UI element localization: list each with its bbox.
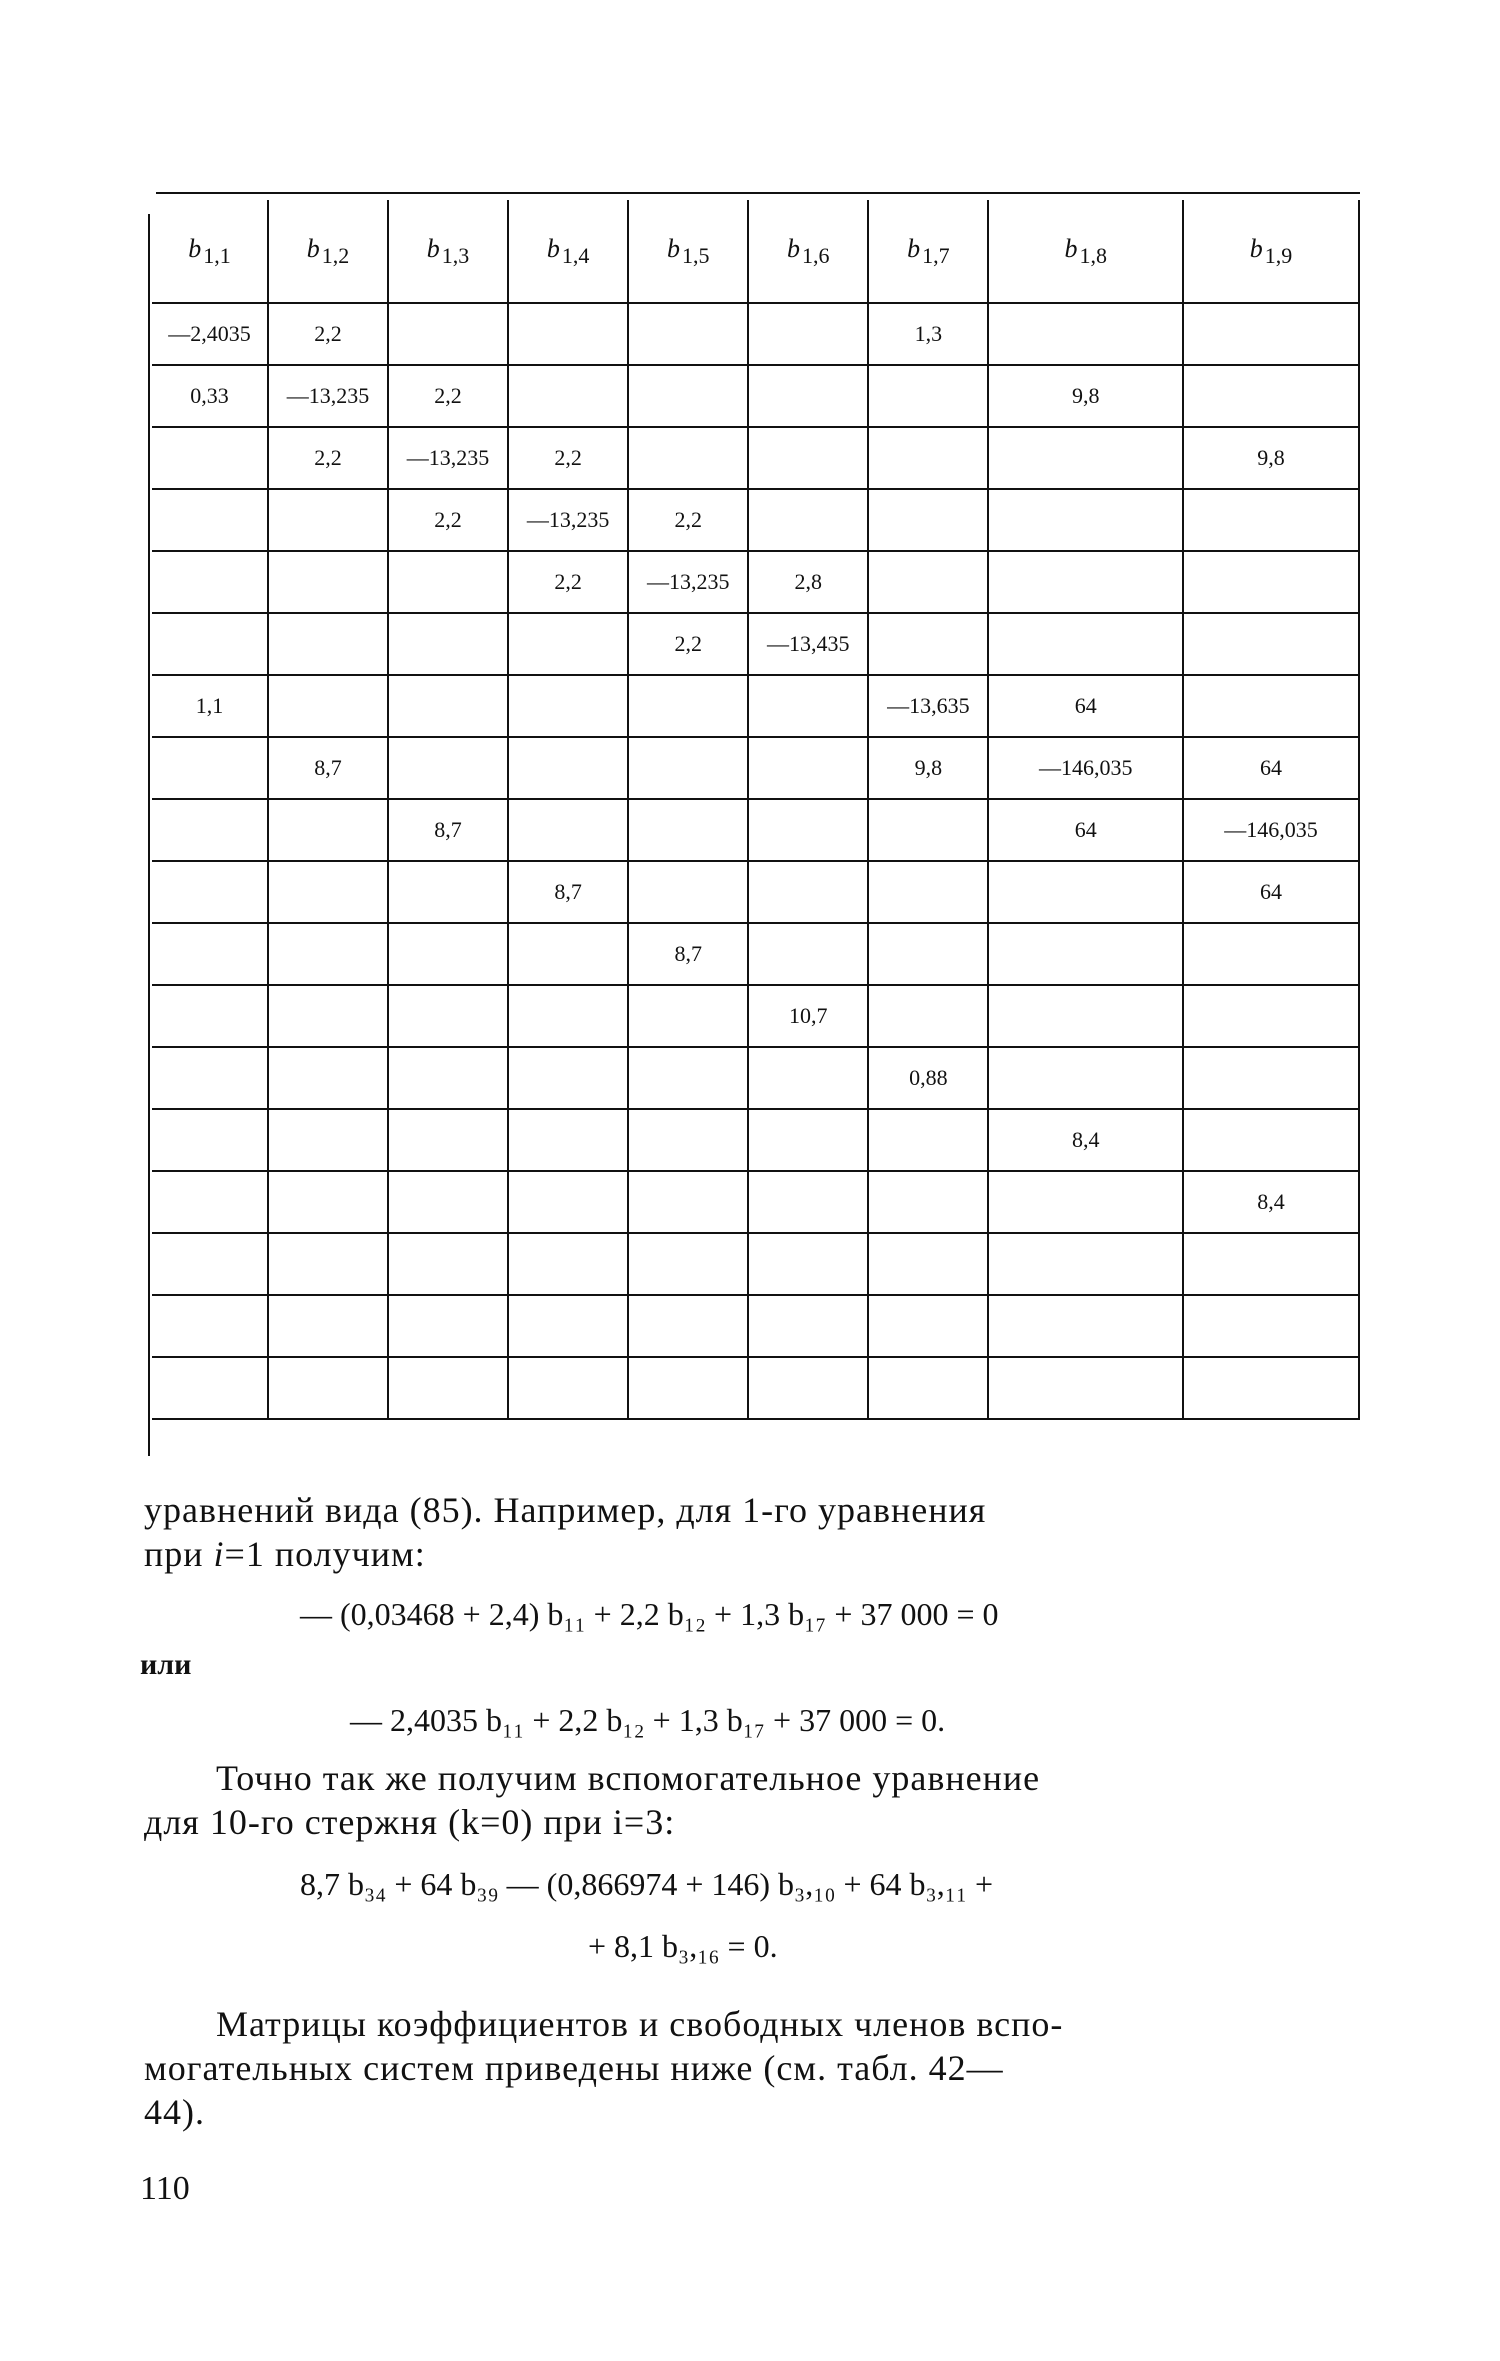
header-subscript: 1,2	[321, 242, 350, 268]
table-cell	[388, 1233, 508, 1295]
table-cell	[508, 1233, 628, 1295]
table-cell	[988, 1047, 1183, 1109]
table-cell	[868, 861, 988, 923]
table-row	[152, 923, 1359, 985]
table-cell	[988, 923, 1183, 985]
table-cell	[508, 1295, 628, 1357]
table-cell	[388, 1357, 508, 1419]
table-cell: 9,8	[988, 365, 1183, 427]
header-variable: b	[188, 233, 202, 263]
table-cell	[868, 365, 988, 427]
table-row	[152, 1295, 1359, 1357]
table-cell	[508, 1171, 628, 1233]
header-subscript: 1,9	[1264, 242, 1293, 268]
table-cell: 8,7	[508, 861, 628, 923]
table-cell: 64	[988, 675, 1183, 737]
table-cell	[628, 799, 748, 861]
table-cell	[1183, 1233, 1359, 1295]
table-cell	[268, 613, 388, 675]
table-cell	[152, 1295, 268, 1357]
table-cell: 2,8	[748, 551, 868, 613]
table-cell: 9,8	[868, 737, 988, 799]
table-cell	[988, 1233, 1183, 1295]
table-cell: 1,3	[868, 303, 988, 365]
table-cell: —13,235	[628, 551, 748, 613]
table-row	[152, 799, 1359, 861]
table-cell: 8,7	[628, 923, 748, 985]
table-cell	[268, 1109, 388, 1171]
table-cell: 2,2	[508, 427, 628, 489]
table-cell	[152, 427, 268, 489]
header-subscript: 1,5	[681, 242, 710, 268]
table-row	[152, 365, 1359, 427]
table-cell	[988, 861, 1183, 923]
table-cell	[748, 303, 868, 365]
text-line: 44).	[144, 2092, 205, 2132]
table-cell	[748, 489, 868, 551]
table-cell	[152, 923, 268, 985]
table-cell	[628, 365, 748, 427]
table-row	[152, 613, 1359, 675]
coefficient-grid	[152, 200, 1360, 1420]
table-cell	[268, 1233, 388, 1295]
table-cell	[1183, 365, 1359, 427]
table-cell: —146,035	[988, 737, 1183, 799]
table-row	[152, 551, 1359, 613]
table-cell	[388, 1047, 508, 1109]
table-cell	[988, 613, 1183, 675]
table-row	[152, 1233, 1359, 1295]
table-left-rule	[148, 214, 150, 1456]
table-cell: 2,2	[268, 303, 388, 365]
table-cell: 2,2	[508, 551, 628, 613]
table-cell	[508, 737, 628, 799]
equation-1: — (0,03468 + 2,4) b₁₁ + 2,2 b₁₂ + 1,3 b₁₇ + 37 000 = 0	[300, 1596, 999, 1632]
table-row	[152, 1047, 1359, 1109]
table-cell	[268, 1357, 388, 1419]
header-variable: b	[787, 233, 801, 263]
table-cell: 64	[1183, 861, 1359, 923]
table-body	[152, 303, 1359, 1419]
table-cell	[988, 489, 1183, 551]
table-cell: —13,235	[268, 365, 388, 427]
table-cell	[508, 365, 628, 427]
table-cell	[628, 985, 748, 1047]
table-cell	[388, 1109, 508, 1171]
table-cell: 2,2	[628, 489, 748, 551]
paragraph-intro	[144, 1488, 1314, 1576]
table-cell: 8,4	[1183, 1171, 1359, 1233]
text-line: Точно так же получим вспомогательное уравнение	[216, 1758, 1041, 1798]
table-cell: 2,2	[268, 427, 388, 489]
table-cell: —146,035	[1183, 799, 1359, 861]
column-header	[1183, 200, 1359, 303]
table-cell	[508, 1357, 628, 1419]
table-cell	[1183, 551, 1359, 613]
table-cell: —13,435	[748, 613, 868, 675]
table-cell	[268, 799, 388, 861]
table-cell	[628, 1171, 748, 1233]
word-or: или	[140, 1648, 192, 1681]
table-cell	[1183, 1295, 1359, 1357]
column-header	[748, 200, 868, 303]
table-cell	[152, 985, 268, 1047]
table-cell	[508, 303, 628, 365]
table-cell	[152, 799, 268, 861]
text-line: уравнений вида (85). Например, для 1-го уравнения	[144, 1490, 987, 1530]
header-subscript: 1,6	[802, 242, 830, 268]
table-cell	[868, 613, 988, 675]
table-top-rule	[156, 192, 1360, 194]
table-row	[152, 303, 1359, 365]
text-line: Матрицы коэффициентов и свободных членов вспо-	[216, 2004, 1064, 2044]
table-cell	[152, 1357, 268, 1419]
text-line: для 10-го стержня (k=0) при i=3:	[144, 1802, 676, 1842]
table-cell	[628, 427, 748, 489]
table-cell	[628, 303, 748, 365]
table-cell	[988, 1171, 1183, 1233]
table-cell	[868, 923, 988, 985]
table-cell	[388, 985, 508, 1047]
table-cell	[1183, 985, 1359, 1047]
column-header	[152, 200, 268, 303]
table-cell	[152, 737, 268, 799]
table-cell: 10,7	[748, 985, 868, 1047]
table-cell	[628, 737, 748, 799]
table-cell	[388, 675, 508, 737]
table-row	[152, 489, 1359, 551]
column-header	[388, 200, 508, 303]
table-cell	[628, 861, 748, 923]
table-cell	[152, 1109, 268, 1171]
table-cell	[988, 427, 1183, 489]
header-subscript: 1,8	[1079, 242, 1107, 268]
table-cell	[868, 799, 988, 861]
table-cell: 0,88	[868, 1047, 988, 1109]
table-cell	[748, 861, 868, 923]
table-cell	[1183, 1047, 1359, 1109]
table-cell	[628, 1233, 748, 1295]
table-cell	[748, 1357, 868, 1419]
table-cell	[152, 489, 268, 551]
table-cell	[988, 1295, 1183, 1357]
table-cell	[868, 1233, 988, 1295]
table-cell	[988, 1357, 1183, 1419]
table-cell	[748, 799, 868, 861]
header-variable: b	[306, 233, 320, 263]
table-cell	[1183, 675, 1359, 737]
table-cell	[628, 1295, 748, 1357]
page-number: 110	[140, 2170, 190, 2207]
table-cell	[152, 613, 268, 675]
table-cell	[748, 1109, 868, 1171]
table-cell	[268, 675, 388, 737]
table-row	[152, 675, 1359, 737]
table-cell	[508, 675, 628, 737]
table-row	[152, 985, 1359, 1047]
table-cell	[268, 551, 388, 613]
table-cell	[988, 551, 1183, 613]
header-variable: b	[907, 233, 921, 263]
column-header	[628, 200, 748, 303]
table-cell	[748, 737, 868, 799]
table-cell	[268, 1047, 388, 1109]
table-cell: —13,635	[868, 675, 988, 737]
paragraph-matrices	[144, 2002, 1314, 2134]
table-row	[152, 1109, 1359, 1171]
table-cell: —13,235	[508, 489, 628, 551]
table-cell	[1183, 489, 1359, 551]
table-row	[152, 1357, 1359, 1419]
table-cell: 2,2	[388, 365, 508, 427]
header-variable: b	[426, 233, 440, 263]
table-cell	[268, 489, 388, 551]
table-cell	[1183, 923, 1359, 985]
table-row	[152, 861, 1359, 923]
table-cell	[748, 675, 868, 737]
table-cell	[508, 1109, 628, 1171]
table-cell: 8,4	[988, 1109, 1183, 1171]
table-cell	[268, 923, 388, 985]
table-cell: 9,8	[1183, 427, 1359, 489]
table-cell	[748, 923, 868, 985]
table-cell	[1183, 613, 1359, 675]
table-cell: —2,4035	[152, 303, 268, 365]
table-cell	[868, 1171, 988, 1233]
table-cell: —13,235	[388, 427, 508, 489]
table-cell	[388, 1171, 508, 1233]
text-line: могательных систем приведены ниже (см. табл. 42—	[144, 2048, 1004, 2088]
header-subscript: 1,3	[441, 242, 470, 268]
table-cell	[268, 1295, 388, 1357]
table-cell: 64	[1183, 737, 1359, 799]
table-cell	[508, 1047, 628, 1109]
column-header	[868, 200, 988, 303]
table-cell	[868, 1109, 988, 1171]
table-header-row	[152, 200, 1359, 303]
table-cell	[152, 551, 268, 613]
table-cell	[508, 923, 628, 985]
header-variable: b	[666, 233, 680, 263]
table-cell	[628, 1109, 748, 1171]
table-cell	[508, 985, 628, 1047]
header-subscript: 1,1	[203, 242, 231, 268]
table-cell	[628, 1357, 748, 1419]
header-variable: b	[546, 233, 560, 263]
table-cell	[388, 1295, 508, 1357]
table-cell	[1183, 1109, 1359, 1171]
table-cell	[388, 737, 508, 799]
column-header	[988, 200, 1183, 303]
table-cell	[868, 489, 988, 551]
header-variable: b	[1249, 233, 1263, 263]
table-cell	[508, 613, 628, 675]
table-cell	[388, 303, 508, 365]
table-cell	[988, 985, 1183, 1047]
table-cell	[388, 861, 508, 923]
table-cell	[268, 985, 388, 1047]
table-cell	[1183, 1357, 1359, 1419]
table-row	[152, 427, 1359, 489]
header-variable: b	[1064, 233, 1078, 263]
table-cell	[628, 675, 748, 737]
equation-3-line-1: 8,7 b₃₄ + 64 b₃₉ — (0,866974 + 146) b₃,₁₀ + 64 b₃,₁₁ +	[300, 1866, 994, 1902]
table-cell	[868, 985, 988, 1047]
table-cell: 2,2	[628, 613, 748, 675]
table-cell	[152, 1047, 268, 1109]
table-cell	[748, 1295, 868, 1357]
table-cell	[868, 1295, 988, 1357]
table-cell	[748, 1233, 868, 1295]
table-cell	[748, 427, 868, 489]
table-cell	[268, 1171, 388, 1233]
table-cell	[628, 1047, 748, 1109]
table-cell	[508, 799, 628, 861]
table-cell: 8,7	[268, 737, 388, 799]
table-cell	[748, 1171, 868, 1233]
table-cell	[268, 861, 388, 923]
table-cell: 0,33	[152, 365, 268, 427]
table-cell	[1183, 303, 1359, 365]
table-cell	[748, 365, 868, 427]
table-cell: 8,7	[388, 799, 508, 861]
table-cell: 2,2	[388, 489, 508, 551]
table-cell: 1,1	[152, 675, 268, 737]
table-cell	[152, 1233, 268, 1295]
column-header	[508, 200, 628, 303]
table-cell	[388, 551, 508, 613]
equation-2: — 2,4035 b₁₁ + 2,2 b₁₂ + 1,3 b₁₇ + 37 000 = 0.	[350, 1702, 946, 1738]
table-cell	[152, 1171, 268, 1233]
table-cell	[868, 551, 988, 613]
table-cell	[152, 861, 268, 923]
table-cell	[748, 1047, 868, 1109]
table-cell	[868, 427, 988, 489]
table-cell	[868, 1357, 988, 1419]
column-header	[268, 200, 388, 303]
table-cell	[388, 923, 508, 985]
table-row	[152, 1171, 1359, 1233]
header-subscript: 1,4	[561, 242, 590, 268]
equation-3-line-2: + 8,1 b₃,₁₆ = 0.	[588, 1928, 778, 1964]
paragraph-auxiliary	[144, 1756, 1314, 1844]
text-line: при i=1 получим:	[144, 1534, 426, 1574]
header-subscript: 1,7	[922, 242, 950, 268]
table-cell	[988, 303, 1183, 365]
table-row	[152, 737, 1359, 799]
table-cell	[388, 613, 508, 675]
table-cell: 64	[988, 799, 1183, 861]
